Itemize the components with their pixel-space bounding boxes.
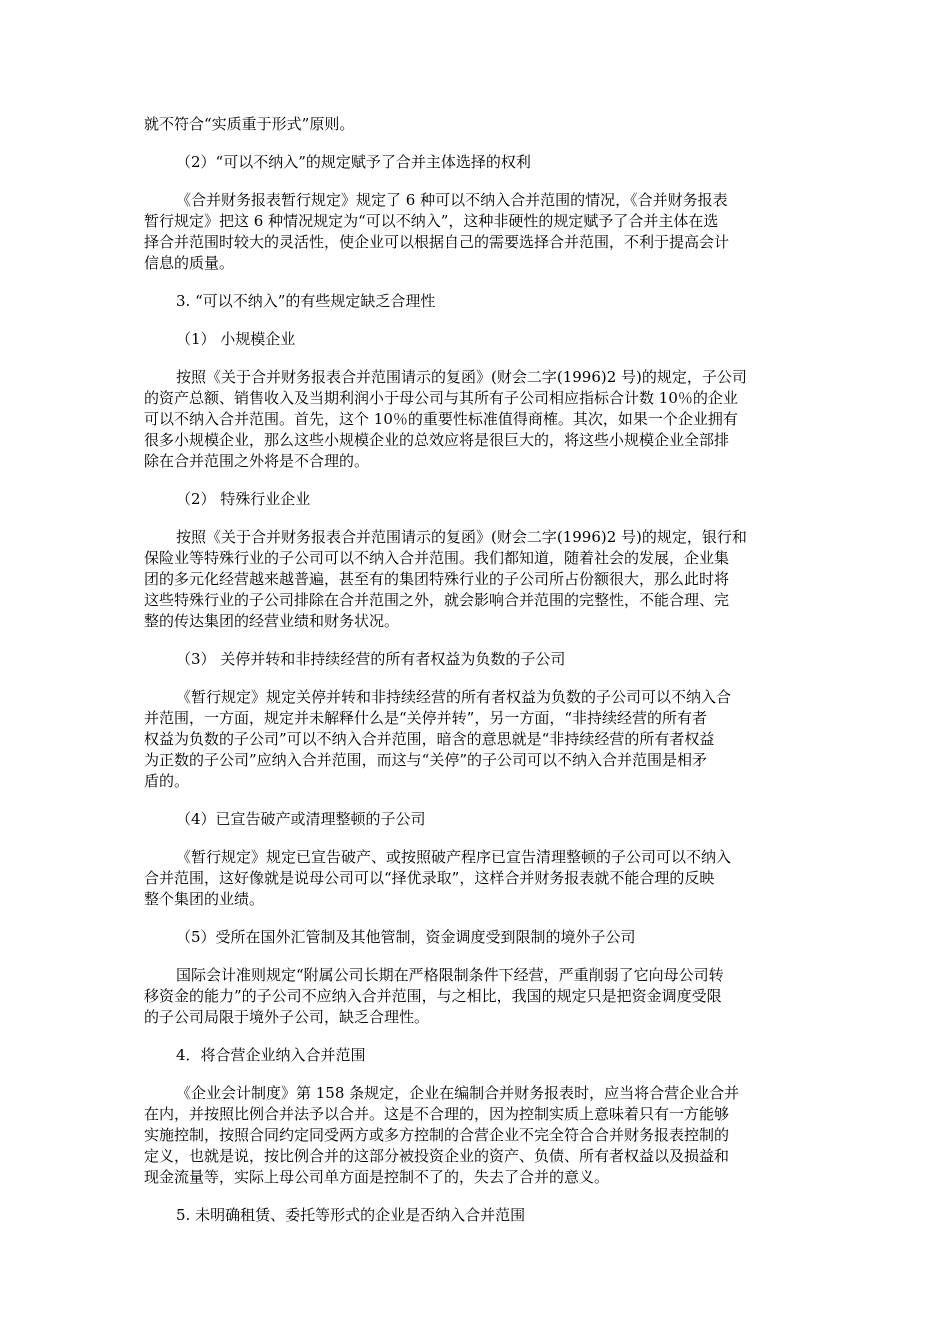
paragraph: 《企业会计制度》第 158 条规定，企业在编制合并财务报表时，应当将合营企业合并 在内，并按照比例合并法予以合并。这是不合理的，因为控制实质上意味着只有一方能够 实施控制，按照合同约定同受两方或多方控制的合营企业不完全符合合并财务报表控制的 定义，也就是说，按比例合并的这部分被投资企业的资产、负债、所有者权益以及损益和 现金流量等，实际上母公司单方面是控制不了的，失去了合并的意义。: [144, 1084, 740, 1186]
paragraph: 按照《关于合并财务报表合并范围请示的复函》(财会二字(1996)2 号)的规定，银行和 保险业等特殊行业的子公司可以不纳入合并范围。我们都知道，随着社会的发展，企业集 团的多元化经营越来越普遍，甚至有的集团特殊行业的子公司所占份额很大，那么此时将 这些特殊行业的子公司排除在合并范围之外，就会影响合并范围的完整性，不能合理、完 整的传达集团的经营业绩和财务状况。: [144, 528, 747, 630]
section-heading: （1） 小规模企业: [176, 330, 296, 348]
section-heading: （4）已宣告破产或清理整顿的子公司: [176, 810, 426, 828]
section-heading: （5）受所在国外汇管制及其他管制，资金调度受到限制的境外子公司: [176, 928, 636, 946]
section-heading: （2） 特殊行业企业: [176, 490, 311, 508]
paragraph: 就不符合“实质重于形式”原则。: [144, 115, 355, 133]
section-heading: （2）“可以不纳入”的规定赋予了合并主体选择的权利: [176, 153, 531, 171]
document-page: [144, 114, 808, 1226]
paragraph: 国际会计准则规定“附属公司长期在严格限制条件下经营，严重削弱了它向母公司转 移资金的能力”的子公司不应纳入合并范围，与之相比，我国的规定只是把资金调度受限 的子公司局限于境外子公司，缺乏合理性。: [144, 966, 724, 1026]
paragraph: 按照《关于合并财务报表合并范围请示的复函》(财会二字(1996)2 号)的规定，子公司 的资产总额、销售收入及当期利润小于母公司与其所有子公司相应指标合计数 10％的企业 可以不纳入合并范围。首先，这个 10％的重要性标准值得商榷。其次，如果一个企业拥有 很多小规模企业，那么这些小规模企业的总效应将是很巨大的，将这些小规模企业全部排 除在合并范围之外将是不合理的。: [144, 368, 747, 470]
section-heading: （3） 关停并转和非持续经营的所有者权益为负数的子公司: [176, 650, 566, 668]
paragraph: 《合并财务报表暂行规定》规定了 6 种可以不纳入合并范围的情况，《合并财务报表 暂行规定》把这 6 种情况规定为“可以不纳入”，这种非硬性的规定赋予了合并主体在选 择合并范围时较大的灵活性，使企业可以根据自己的需要选择合并范围，不利于提高会计 信息的质量。: [144, 191, 730, 272]
section-heading: 3. “可以不纳入”的有些规定缺乏合理性: [176, 292, 436, 310]
paragraph: 《暂行规定》规定已宣告破产、或按照破产程序已宣告清理整顿的子公司可以不纳入 合并范围，这好像就是说母公司可以“择优录取”，这样合并财务报表就不能合理的反映 整个集团的业绩。: [144, 848, 732, 908]
section-heading: 4．将合营企业纳入合并范围: [176, 1046, 366, 1064]
paragraph: 《暂行规定》规定关停并转和非持续经营的所有者权益为负数的子公司可以不纳入合 并范围，一方面，规定并未解释什么是“关停并转”，另一方面，“非持续经营的所有者 权益为负数的子公司”可以不纳入合并范围，暗含的意思就是“非持续经营的所有者权益 为正数的子公司”应纳入合并范围，而这与“关停”的子公司可以不纳入合并范围是相矛 盾的。: [144, 688, 732, 790]
section-heading: 5. 未明确租赁、委托等形式的企业是否纳入合并范围: [176, 1206, 526, 1224]
